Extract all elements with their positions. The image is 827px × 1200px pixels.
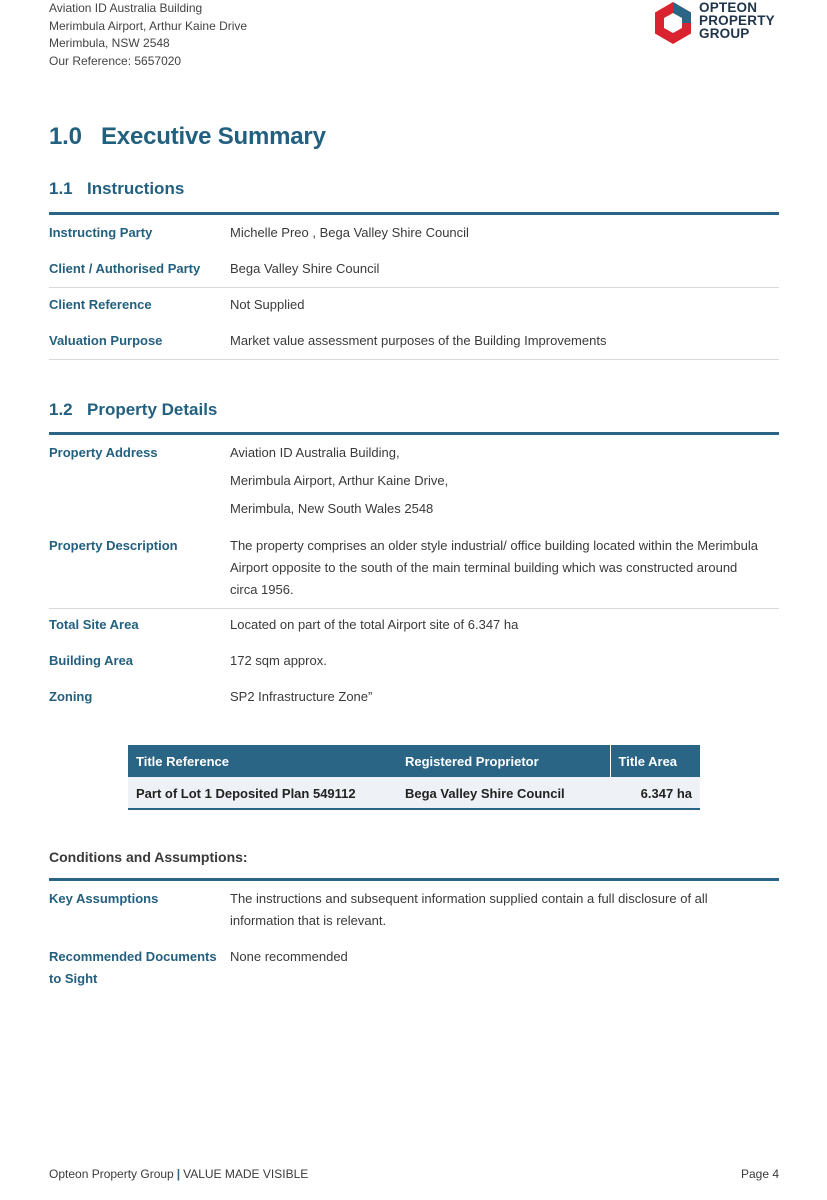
instructions-title: Instructions: [87, 179, 185, 198]
client-reference-value: Not Supplied: [230, 297, 305, 312]
key-assumptions-label: Key Assumptions: [49, 891, 159, 906]
header-address: [49, 0, 247, 70]
instructions-rule: [49, 212, 779, 215]
property-description-value: The property comprises an older style industrial/ office building located within the Merimbula Airport opposite to the south of the main terminal building which was constructed around circa 1956.: [230, 538, 758, 597]
instructing-party-value: Michelle Preo , Bega Valley Shire Council: [230, 225, 469, 240]
section-title: Executive Summary: [101, 123, 326, 150]
title-area-header: Title Area: [610, 745, 700, 777]
header-reference: Our Reference: 5657020: [49, 53, 182, 68]
site-area-label: Total Site Area: [49, 617, 139, 632]
row-divider: [49, 287, 779, 288]
key-assumptions-value: The instructions and subsequent information supplied contain a full disclosure of all information that is relevant.: [230, 891, 708, 928]
title-table-header: [128, 745, 700, 777]
property-details-number: 1.2: [49, 400, 73, 419]
footer-company-name: Opteon Property Group: [49, 1167, 174, 1181]
logo-line: OPTEON: [699, 0, 758, 15]
footer-company: [49, 1167, 308, 1181]
table-row: [128, 777, 700, 809]
footer-tagline: VALUE MADE VISIBLE: [183, 1167, 309, 1181]
title-reference-cell: Part of Lot 1 Deposited Plan 549112: [128, 777, 397, 809]
recommended-documents-label: Recommended Documents to Sight: [49, 949, 217, 986]
title-reference-header: Title Reference: [128, 745, 397, 777]
property-address-line: Merimbula Airport, Arthur Kaine Drive,: [230, 473, 449, 488]
conditions-heading: Conditions and Assumptions:: [49, 849, 248, 865]
header-address-line: Merimbula Airport, Arthur Kaine Drive: [49, 18, 248, 33]
building-area-value: 172 sqm approx.: [230, 653, 327, 668]
recommended-documents-value: None recommended: [230, 949, 348, 964]
logo-wordmark: [699, 1, 775, 40]
property-address-line: Aviation ID Australia Building,: [230, 445, 400, 460]
section-heading: [49, 123, 326, 151]
title-table: [128, 745, 700, 809]
header-address-line: Aviation ID Australia Building: [49, 1, 203, 15]
opteon-hexagon-icon: [651, 0, 695, 46]
zoning-label: Zoning: [49, 689, 93, 704]
row-divider: [49, 608, 779, 609]
registered-proprietor-header: Registered Proprietor: [397, 745, 610, 777]
property-details-rule: [49, 432, 779, 435]
property-description-label: Property Description: [49, 538, 178, 553]
site-area-value: Located on part of the total Airport site of 6.347 ha: [230, 617, 519, 632]
valuation-purpose-value: Market value assessment purposes of the Building Improvements: [230, 333, 607, 348]
client-reference-label: Client Reference: [49, 297, 152, 312]
opteon-logo: [651, 0, 781, 46]
client-value: Bega Valley Shire Council: [230, 261, 380, 276]
building-area-label: Building Area: [49, 653, 134, 668]
property-details-heading: [49, 400, 217, 420]
row-divider: [49, 359, 779, 360]
conditions-rule: [49, 878, 779, 881]
logo-line: GROUP: [699, 26, 750, 41]
client-label: Client / Authorised Party: [49, 261, 201, 276]
registered-proprietor-cell: Bega Valley Shire Council: [397, 777, 610, 809]
valuation-purpose-label: Valuation Purpose: [49, 333, 163, 348]
section-number: 1.0: [49, 123, 82, 150]
header-address-line: Merimbula, NSW 2548: [49, 36, 170, 50]
instructions-heading: [49, 179, 184, 199]
property-details-title: Property Details: [87, 400, 218, 419]
title-area-cell: 6.347 ha: [610, 777, 700, 809]
instructing-party-label: Instructing Party: [49, 225, 153, 240]
instructions-number: 1.1: [49, 179, 73, 198]
page-number: Page 4: [741, 1167, 780, 1181]
property-address-label: Property Address: [49, 445, 158, 460]
footer-separator: |: [176, 1167, 181, 1181]
zoning-value: SP2 Infrastructure Zone”: [230, 689, 373, 704]
logo-line: PROPERTY: [699, 13, 775, 28]
table-bottom-rule: [128, 808, 700, 810]
property-address-line: Merimbula, New South Wales 2548: [230, 501, 434, 516]
